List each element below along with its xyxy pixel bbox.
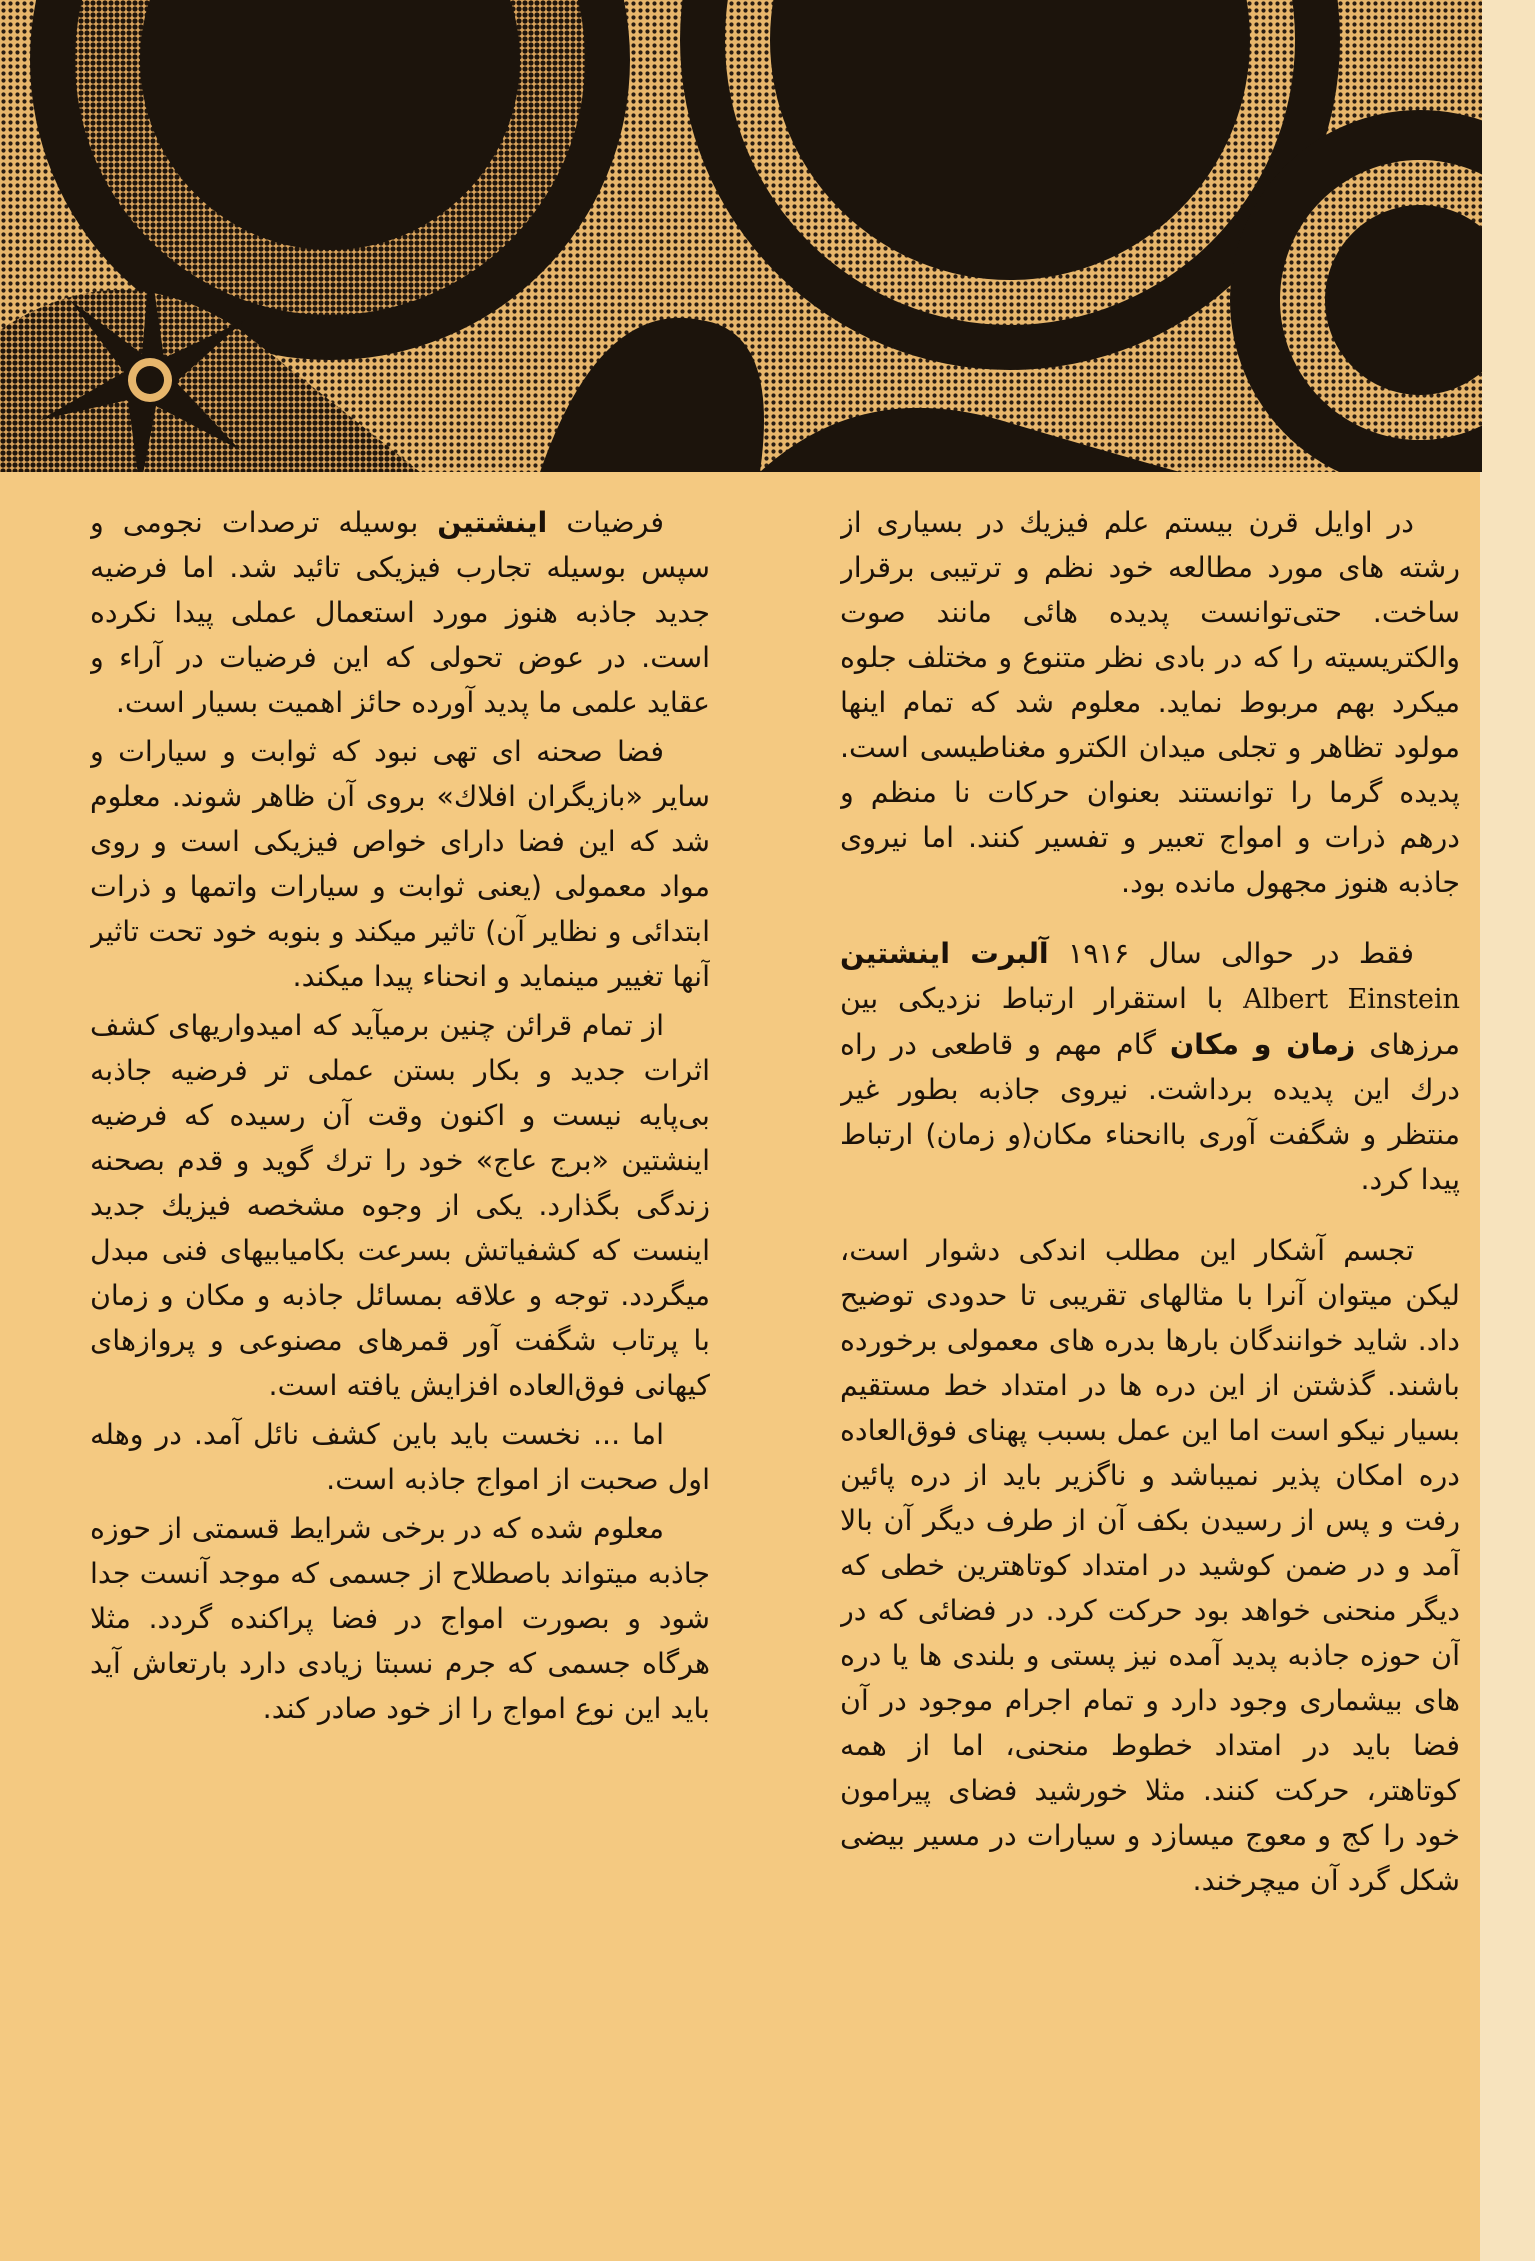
paragraph: در اوایل قرن بیستم علم فیزیك در بسیاری از رشته های مورد مطالعه خود نظم و ترتیبی برقرار ساخت. حتی‌توانست پدیده هائی مانند صوت والکتریسیته را که در بادی نظر متنوع و مختلف جلوه میکرد بهم مربوط نماید. معلوم شد که تمام اینها مولود تظاهر و تجلی میدان الکترو مغناطیسی است. پدیده گرما را توانستند بعنوان حرکات نا منظم و درهم ذرات و امواج تعبیر و تفسیر کنند. اما نیروی جاذبه هنوز مجهول مانده بود. <box>840 506 1460 899</box>
right-column <box>840 500 1460 2220</box>
paragraph <box>840 931 1460 1202</box>
latin-name: Albert Einstein <box>1243 984 1460 1015</box>
paragraph <box>90 500 710 725</box>
text-run: با استقرار ارتباط نزدیکی بین مرزهای <box>840 982 1460 1061</box>
left-column <box>90 500 710 2220</box>
text-run: گام مهم و قاطعی در راه درك این پدیده برداشت. نیروی جاذبه بطور غیر منتظر و شگفت آوری باانحناء مکان(و زمان) ارتباط پیدا کرد. <box>840 1028 1460 1196</box>
time-space-bold: زمان و مکان <box>1169 1028 1356 1061</box>
paragraph: تجسم آشکار این مطلب اندکی دشوار است، لیکن میتوان آنرا با مثالهای تقریبی تا حدودی توضیح داد. شاید خوانندگان بارها بدره های معمولی برخورده باشند. گذشتن از این دره ها در امتداد خط مستقیم بسیار نیکو است اما این عمل بسبب پهنای فوق‌العاده دره امکان پذیر نمیباشد و ناگزیر باید از دره پائین رفت و پس از رسیدن بکف آن از طرف دیگر آن بالا آمد و در ضمن کوشید در امتداد کوتاهترین خطی که دیگر منحنی خواهد بود حرکت کرد. در فضائی که در آن حوزه جاذبه پدید آمده نیز پستی و بلندی ها یا دره های بیشماری وجود دارد و تمام اجرام موجود در آن فضا باید در امتداد خطوط منحنی، اما از همه کوتاهتر، حرکت کنند. مثلا خورشید فضای پیرامون خود را کج و معوج میسازد و سیارات در مسیر بیضی شکل گرد آن میچرخند. <box>840 1234 1460 1897</box>
paragraph: از تمام قرائن چنین برمیآید که امیدواریهای کشف اثرات جدید و بکار بستن عملی تر فرضیه جاذبه بی‌پایه نیست و اکنون وقت آن رسیده که فرضیه اینشتین «برج عاج» خود را ترك گوید و قدم بصحنه زندگی بگذارد. یکی از وجوه مشخصه فیزیك جدید اینست که کشفیاتش بسرعت بکامیابیهای فنی مبدل میگردد. توجه و علاقه بمسائل جاذبه و مکان و زمان با پرتاب شگفت آور قمرهای مصنوعی و پروازهای کیهانی فوق‌العاده افزایش یافته است. <box>90 1009 710 1402</box>
paragraph: معلوم شده که در برخی شرایط قسمتی از حوزه جاذبه میتواند باصطلاح از جسمی که موجد آنست جدا شود و بصورت امواج در فضا پراکنده گردد. مثلا هرگاه جسمی که جرم نسبتا زیادی دارد بارتعاش آید باید این نوع امواج را از خود صادر کند. <box>90 1512 710 1725</box>
text-run: فرضیات <box>547 506 664 539</box>
paragraph: اما ... نخست باید باین کشف نائل آمد. در وهله اول صحبت از امواج جاذبه است. <box>90 1418 710 1496</box>
header-illustration <box>0 0 1482 472</box>
paragraph: فضا صحنه ای تهی نبود که ثوابت و سیارات و سایر «بازیگران افلاك» بروی آن ظاهر شوند. معلوم شد که این فضا دارای خواص فیزیکی است و روی مواد معمولی (یعنی ثوابت و سیارات واتمها و ذرات ابتدائی و نظایر آن) تاثیر میکند و بنوبه خود تحت تاثیر آنها تغییر مینماید و انحناء پیدا میکند. <box>90 735 710 993</box>
einstein-name-bold: اینشتین <box>437 506 548 539</box>
article-body <box>90 500 1460 2220</box>
page-edge <box>1480 0 1535 2261</box>
text-run: بوسیله ترصدات نجومی و سپس بوسیله تجارب فیزیکی تائید شد. اما فرضیه جدید جاذبه هنوز مورد استعمال عملی پیدا نکرده است. در عوض تحولی که این فرضیات در آراء و عقاید علمی ما پدید آورده حائز اهمیت بسیار است. <box>90 506 710 719</box>
einstein-name-bold: آلبرت اینشتین <box>840 937 1049 970</box>
text-run: فقط در حوالی سال ۱۹۱۶ <box>1048 937 1414 970</box>
halftone-artwork <box>0 0 1482 472</box>
